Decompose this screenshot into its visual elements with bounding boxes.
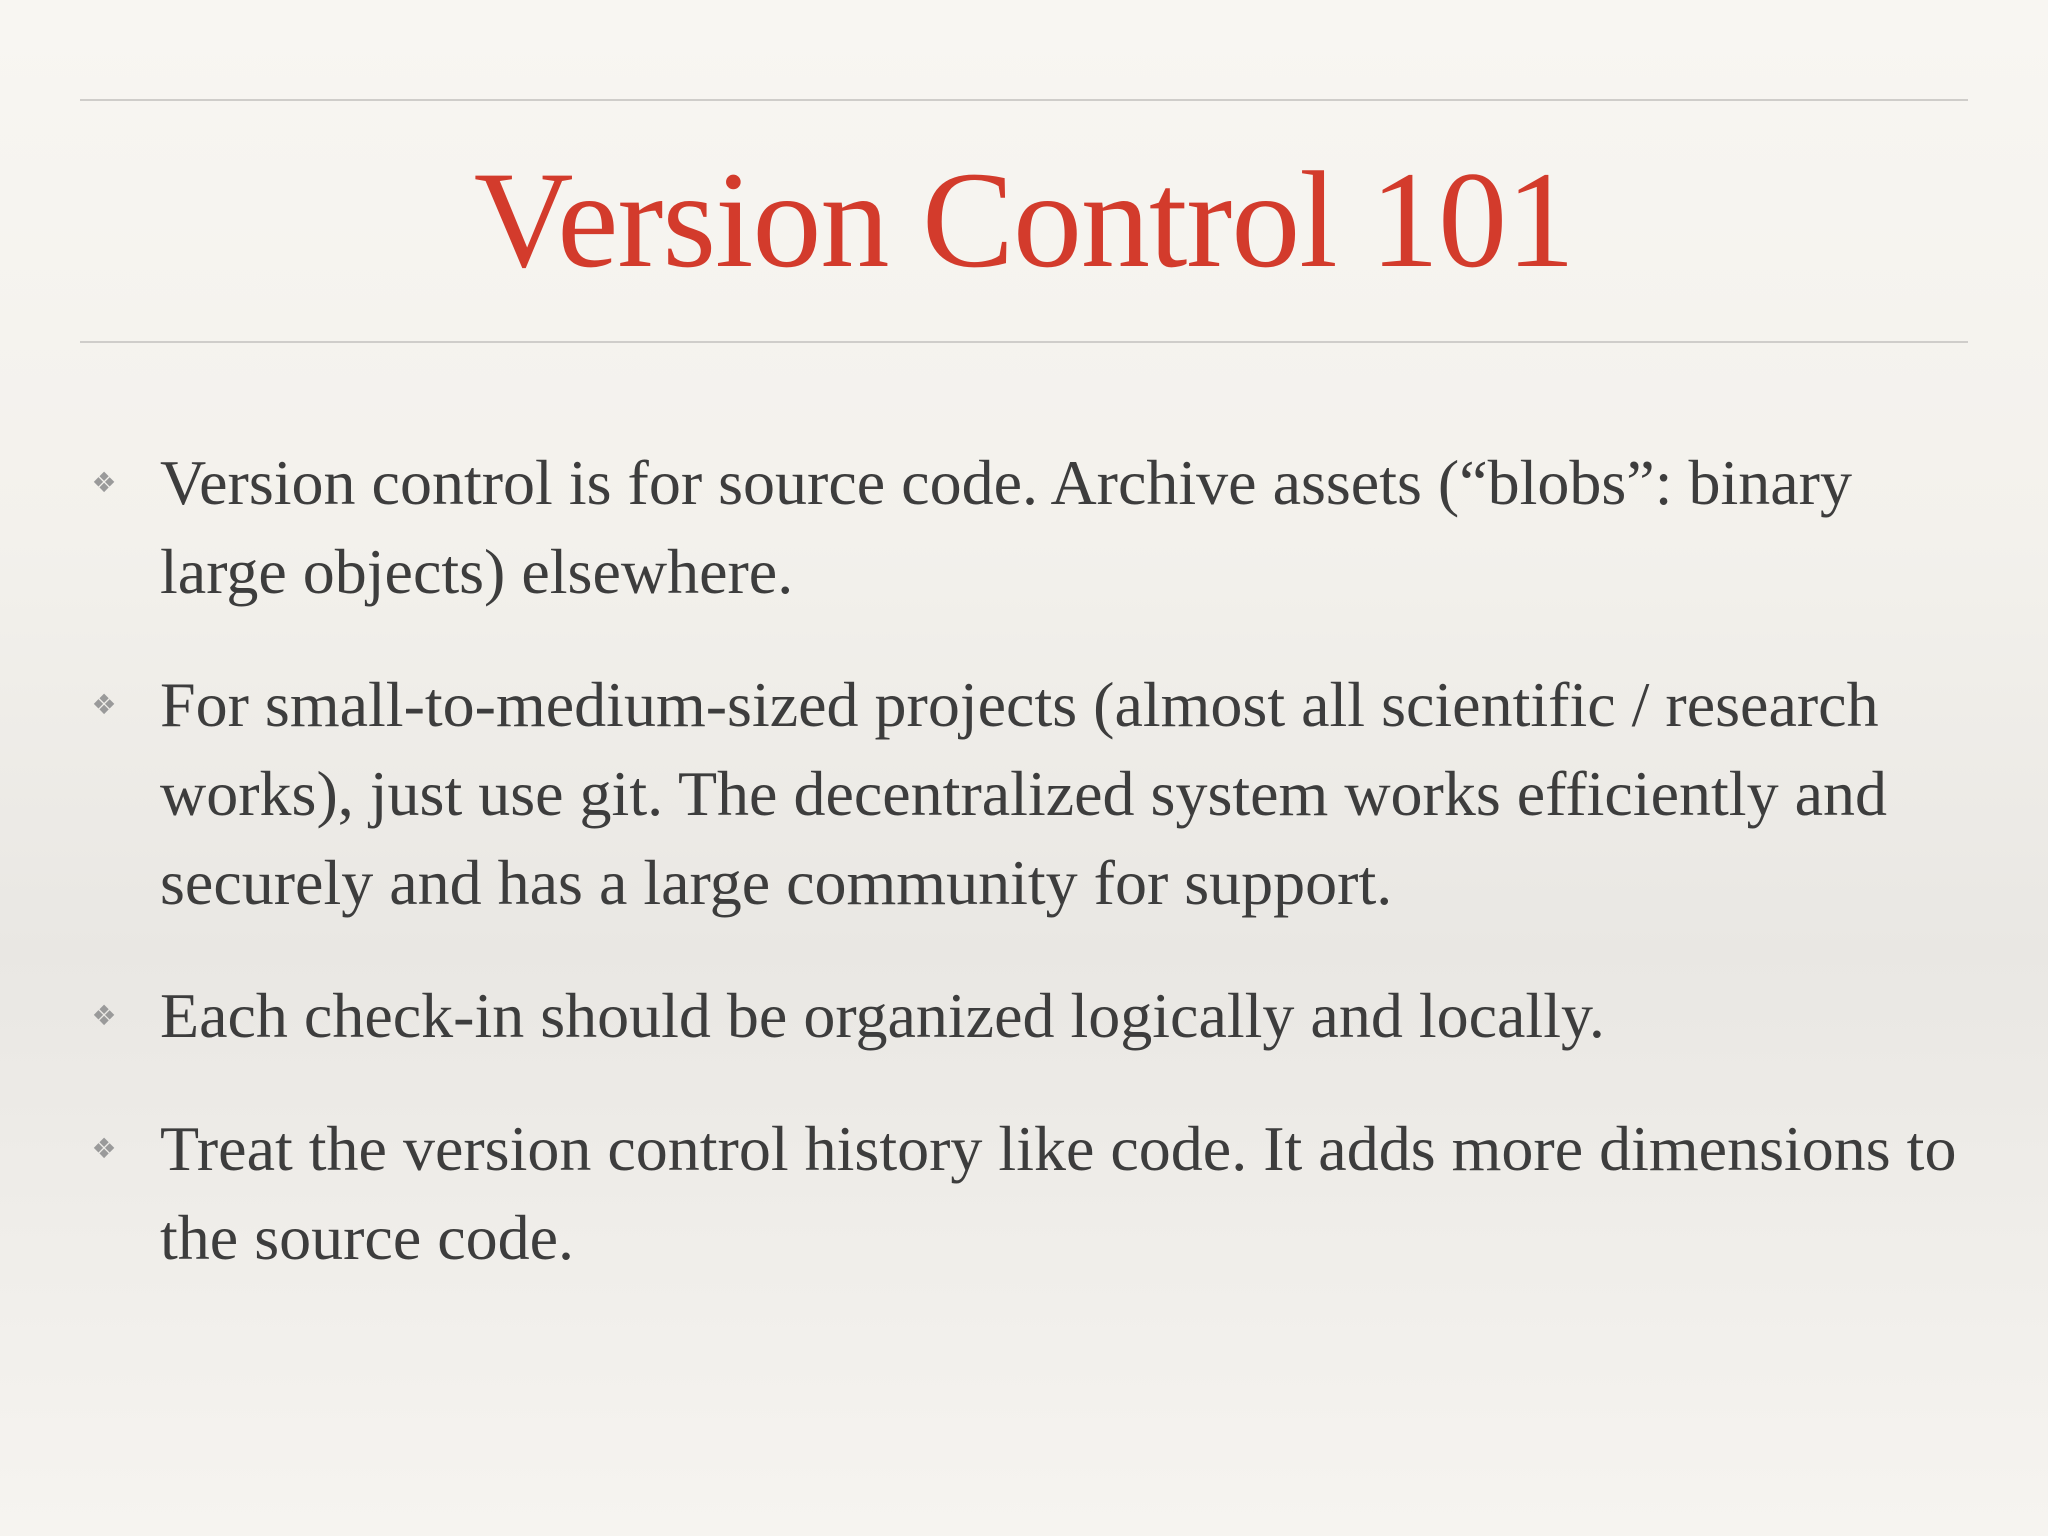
- bullet-item: [84, 438, 1964, 616]
- bullet-text: Each check-in should be organized logically and locally.: [160, 980, 1605, 1051]
- title-top-rule: [80, 99, 1968, 101]
- diamond-bullet-icon: ❖: [91, 466, 117, 499]
- bullet-text: For small-to-medium-sized projects (almost all scientific / research works), just use git. The decentralized system works efficiently and securely and has a large community for support.: [160, 669, 1887, 918]
- bullet-text: Treat the version control history like code. It adds more dimensions to the source code.: [160, 1113, 1957, 1273]
- bullet-list: [84, 438, 1964, 1326]
- bullet-item: [84, 660, 1964, 927]
- diamond-bullet-icon: ❖: [91, 1132, 117, 1165]
- bullet-text: Version control is for source code. Archive assets (“blobs”: binary large objects) elsewhere.: [160, 447, 1852, 607]
- bullet-item: [84, 971, 1964, 1060]
- diamond-bullet-icon: ❖: [91, 999, 117, 1032]
- bullet-item: [84, 1104, 1964, 1282]
- slide-title: Version Control 101: [473, 143, 1575, 296]
- diamond-bullet-icon: ❖: [91, 688, 117, 721]
- title-bottom-rule: [80, 341, 1968, 343]
